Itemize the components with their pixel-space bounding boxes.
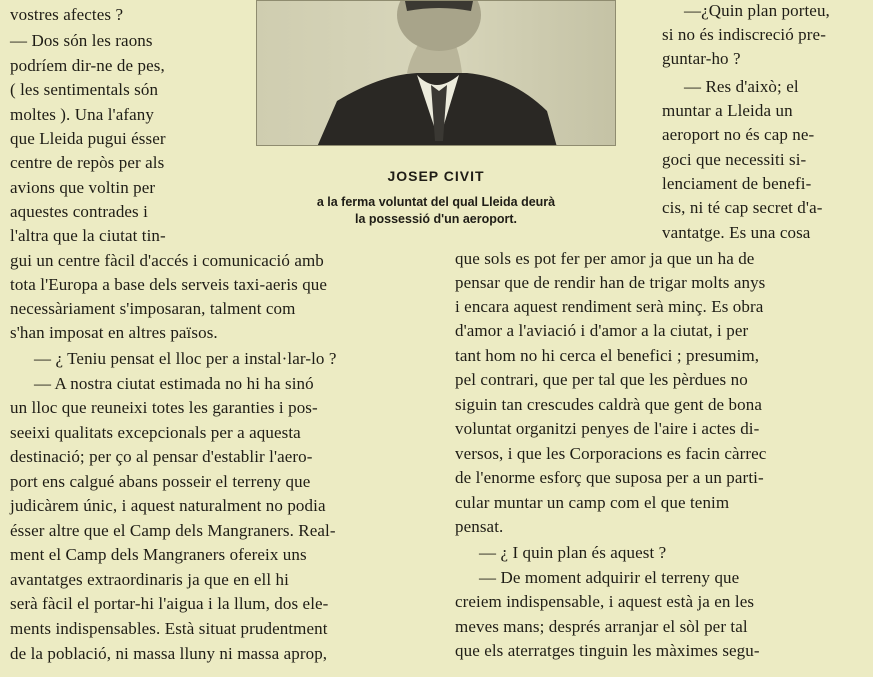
bottom-left-line: port ens calgué abans posseir el terreny que [10,472,311,491]
left-column-line: podríem dir-ne de pes, [10,56,165,75]
right-column-line: — Res d'això; el [684,77,799,96]
portrait-photo [256,0,616,146]
bottom-right-line: i encara aquest rendiment serà minç. Es obra [455,297,764,316]
bottom-right-line: cular muntar un camp com el que tenim [455,493,730,512]
left-column-line: aquestes contrades i [10,202,148,221]
right-column-line: lenciament de benefi- [662,174,812,193]
right-column-line: —¿Quin plan porteu, [684,1,830,20]
right-column-line: cis, ni té cap secret d'a- [662,198,823,217]
right-column-line: aeroport no és cap ne- [662,125,815,144]
caption-line-2: la possessió d'un aeroport. [354,212,518,226]
right-column-line: si no és indiscreció pre- [662,25,826,44]
bottom-right-line: d'amor a l'aviació i d'amor a la ciutat, i per [455,321,749,340]
bottom-left-line: ments indispensables. Està situat prudentment [10,619,328,638]
bottom-left-line: judicàrem únic, i aquest naturalment no podia [10,496,326,515]
bottom-left-line: s'han imposat en altres països. [10,323,218,342]
bottom-left-line: necessàriament s'imposaran, talment com [10,299,296,318]
caption-title: JOSEP CIVIT [387,168,485,184]
bottom-right-line: meves mans; després arranjar el sòl per tal [455,617,748,636]
bottom-left-line: tota l'Europa a base dels serveis taxi-aeris que [10,275,328,294]
bottom-right-line: — De moment adquirir el terreny que [479,568,740,587]
bottom-right-line: voluntat organitzi penyes de l'aire i actes di- [455,419,760,438]
bottom-right-line: pel contrari, que per tal que les pèrdues no [455,370,748,389]
right-column-line: guntar-ho ? [662,49,741,68]
bottom-right-line: pensar que de rendir han de trigar molts anys [455,273,766,292]
bottom-right-line: creiem indispensable, i aquest està ja en les [455,592,755,611]
bottom-left-line: ment el Camp dels Mangraners ofereix uns [10,545,307,564]
left-column-line: l'altra que la ciutat tin- [10,226,166,245]
bottom-left-line: un lloc que reuneixi totes les garanties i pos- [10,398,318,417]
left-column-line: avions que voltin per [10,178,156,197]
bottom-left-line: seeixi qualitats excepcionals per a aquesta [10,423,301,442]
left-column-line: moltes ). Una l'afany [10,105,154,124]
right-column-line: vantatge. Es una cosa [662,223,811,242]
bottom-right-line: versos, i que les Corporacions es facin càrrec [455,444,767,463]
bottom-right-line: — ¿ I quin plan és aquest ? [479,543,667,562]
bottom-left-line: serà fàcil el portar-hi l'aigua i la llum, dos ele- [10,594,329,613]
left-column-line: centre de repòs per als [10,153,165,172]
bottom-right-line: que sols es pot fer per amor ja que un ha de [455,249,755,268]
left-column-line: vostres afectes ? [10,5,124,24]
bottom-left-line: de la població, ni massa lluny ni massa aprop, [10,644,328,663]
bottom-left-line: destinació; per ço al pensar d'establir l'aero- [10,447,313,466]
right-column-line: muntar a Lleida un [662,101,793,120]
bottom-right-line: de l'enorme esforç que suposa per a un parti- [455,468,764,487]
bottom-left-line: — A nostra ciutat estimada no hi ha sinó [34,374,314,393]
left-column-line: — Dos són les raons [10,31,153,50]
left-column-line: ( les sentimentals són [10,80,159,99]
portrait-illustration [257,1,616,146]
bottom-right-line: que els aterratges tinguin les màximes segu- [455,641,760,660]
bottom-right-line: tant hom no hi cerca el benefici ; presumim, [455,346,760,365]
bottom-left-line: avantatges extraordinaris ja que en ell hi [10,570,289,589]
bottom-left-line: — ¿ Teniu pensat el lloc per a instal·lar-lo ? [34,349,337,368]
bottom-right-line: pensat. [455,517,504,536]
right-column-line: goci que necessiti si- [662,150,807,169]
bottom-left-line: gui un centre fàcil d'accés i comunicació amb [10,251,324,270]
left-column-line: que Lleida pugui ésser [10,129,166,148]
caption-line-1: a la ferma voluntat del qual Lleida deurà [316,195,556,209]
bottom-right-line: siguin tan crescudes caldrà que gent de bona [455,395,762,414]
bottom-left-line: ésser altre que el Camp dels Mangraners. Real- [10,521,336,540]
